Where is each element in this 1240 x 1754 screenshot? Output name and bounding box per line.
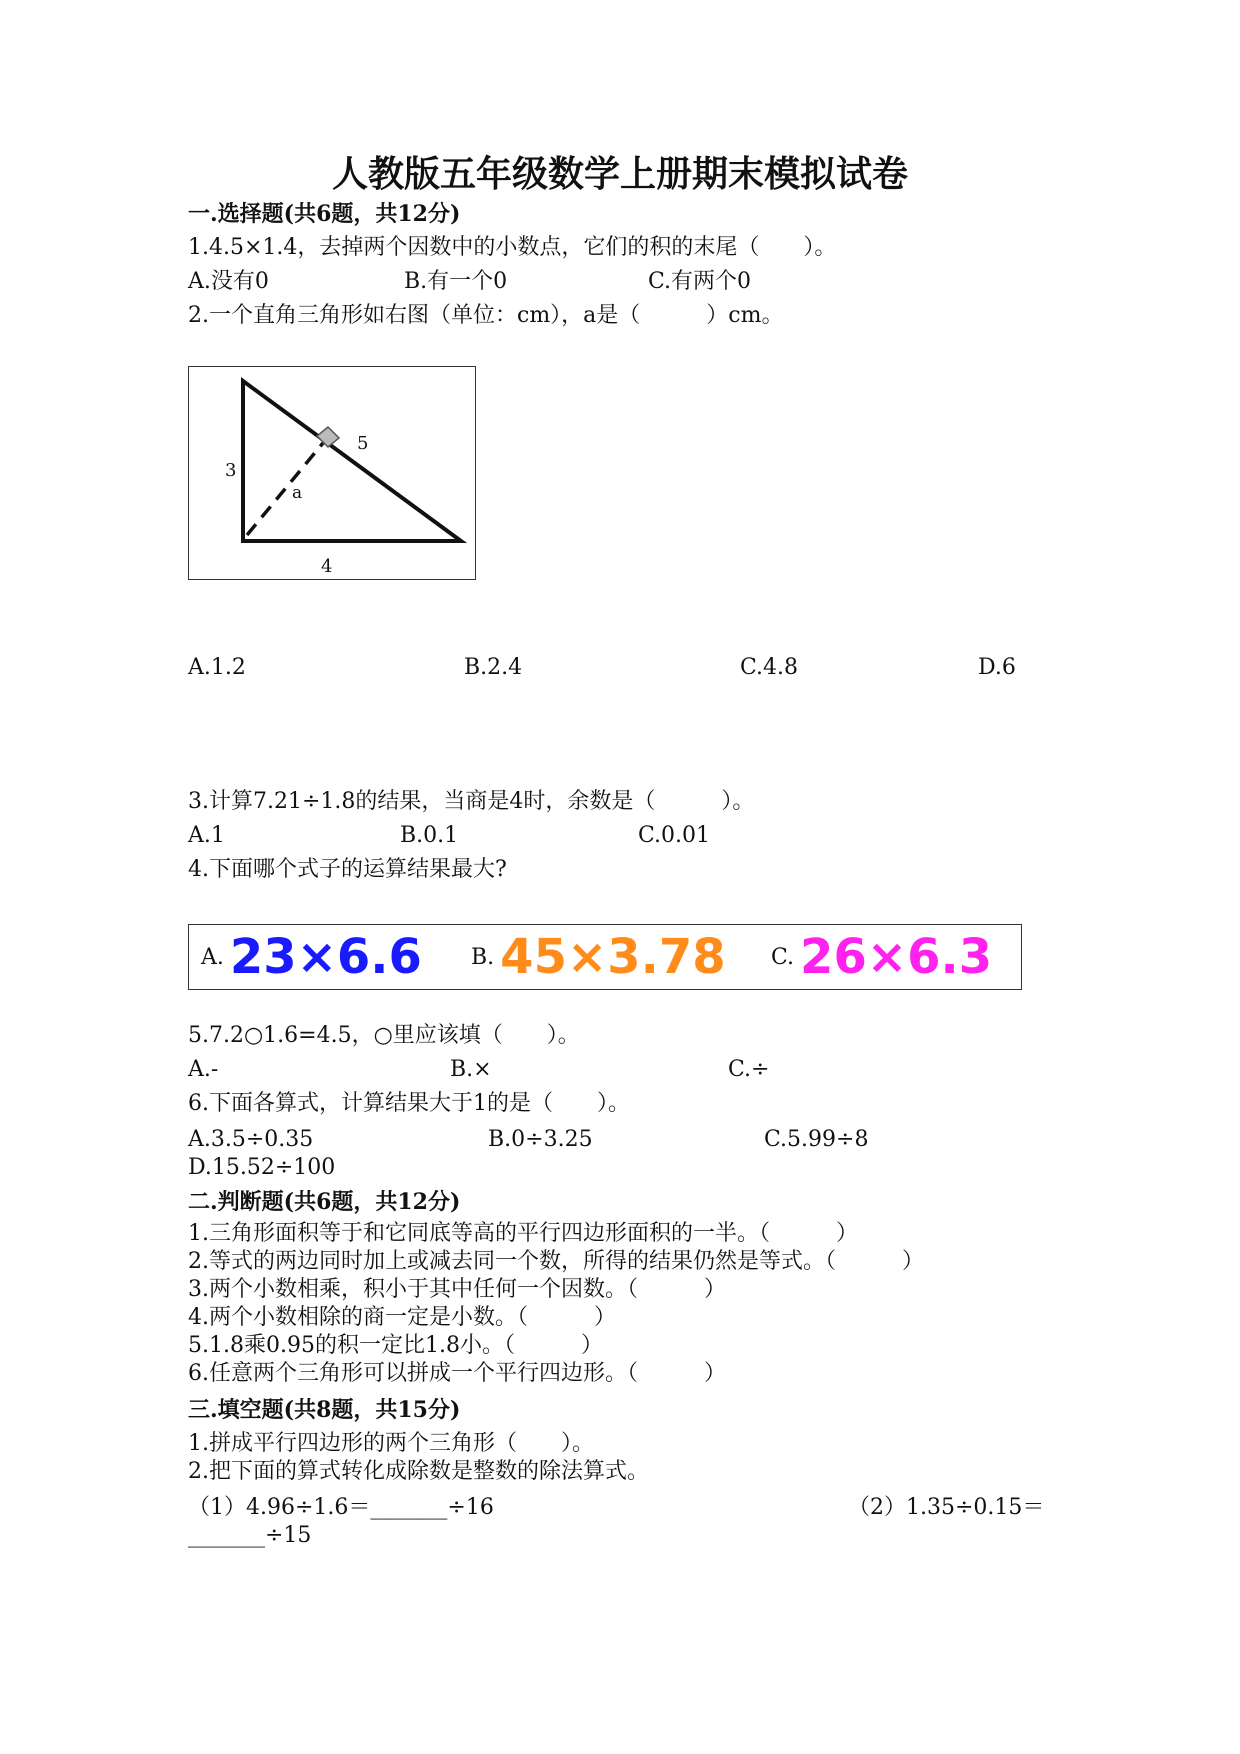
section-2-heading: 二.判断题(共6题，共12分) <box>188 1189 461 1215</box>
q1-option-a: A.没有0 <box>188 269 269 294</box>
judge-item-6: 6.任意两个三角形可以拼成一个平行四边形。（ ） <box>188 1361 726 1386</box>
q4-stem: 4.下面哪个式子的运算结果最大? <box>188 857 507 882</box>
q4-choice-b-expr: 45×3.78 <box>500 929 726 985</box>
q3-option-c: C.0.01 <box>638 823 711 848</box>
judge-item-1: 1.三角形面积等于和它同底等高的平行四边形面积的一半。（ ） <box>188 1221 858 1246</box>
q2-stem: 2.一个直角三角形如右图（单位：cm），a是（ ）cm。 <box>188 303 784 328</box>
height-line-a <box>247 443 323 535</box>
q1-option-b: B.有一个0 <box>404 269 508 294</box>
q4-choice-c <box>771 925 992 989</box>
right-triangle-figure <box>188 366 476 580</box>
q3-stem: 3.计算7.21÷1.8的结果，当商是4时，余数是（ ）。 <box>188 789 755 814</box>
q4-choice-a <box>201 925 422 989</box>
q4-choice-b <box>471 925 726 989</box>
label-side-3: 3 <box>225 460 237 481</box>
q5-option-c: C.÷ <box>728 1057 770 1082</box>
q6-option-b: B.0÷3.25 <box>488 1127 593 1152</box>
section-1-heading: 一.选择题(共6题，共12分) <box>188 201 461 227</box>
q4-choice-c-expr: 26×6.3 <box>800 929 993 985</box>
label-side-4: 4 <box>321 556 333 577</box>
q3-option-b: B.0.1 <box>400 823 459 848</box>
triangle-svg <box>189 367 475 579</box>
q4-expression-box <box>188 924 1022 990</box>
q6-stem: 6.下面各算式，计算结果大于1的是（ ）。 <box>188 1091 630 1116</box>
q1-stem: 1.4.5×1.4，去掉两个因数中的小数点，它们的积的末尾（ ）。 <box>188 235 837 260</box>
judge-item-4: 4.两个小数相除的商一定是小数。（ ） <box>188 1305 616 1330</box>
q2-option-a: A.1.2 <box>188 655 246 680</box>
fill-item-2-sub-1: （1）4.96÷1.6＝_______÷16 <box>188 1495 494 1520</box>
judge-item-3: 3.两个小数相乘，积小于其中任何一个因数。（ ） <box>188 1277 726 1302</box>
triangle-outline <box>243 381 461 541</box>
judge-item-2: 2.等式的两边同时加上或减去同一个数，所得的结果仍然是等式。（ ） <box>188 1249 924 1274</box>
q2-option-b: B.2.4 <box>464 655 523 680</box>
q4-choice-b-label: B. <box>471 944 495 970</box>
fill-item-1: 1.拼成平行四边形的两个三角形（ ）。 <box>188 1431 594 1456</box>
q5-option-b: B.× <box>450 1057 492 1082</box>
section-3-heading: 三.填空题(共8题，共15分) <box>188 1397 461 1423</box>
page-title: 人教版五年级数学上册期末模拟试卷 <box>331 153 908 195</box>
q4-choice-a-label: A. <box>201 944 224 970</box>
q6-option-d: D.15.52÷100 <box>188 1155 336 1180</box>
q6-option-a: A.3.5÷0.35 <box>188 1127 314 1152</box>
q1-option-c: C.有两个0 <box>648 269 752 294</box>
judge-item-5: 5.1.8乘0.95的积一定比1.8小。（ ） <box>188 1333 603 1358</box>
q6-option-c: C.5.99÷8 <box>764 1127 869 1152</box>
q3-option-a: A.1 <box>188 823 225 848</box>
fill-item-2-sub-2-cont: _______÷15 <box>188 1523 312 1548</box>
label-side-5: 5 <box>357 433 369 454</box>
label-height-a: a <box>292 483 303 503</box>
fill-item-2: 2.把下面的算式转化成除数是整数的除法算式。 <box>188 1459 649 1484</box>
fill-item-2-sub-2: （2）1.35÷0.15＝ <box>848 1495 1045 1520</box>
q5-option-a: A.- <box>188 1057 219 1082</box>
q5-stem: 5.7.2○1.6=4.5，○里应该填（ ）。 <box>188 1023 580 1048</box>
q4-choice-c-label: C. <box>771 944 795 970</box>
q4-choice-a-expr: 23×6.6 <box>229 929 422 985</box>
q2-option-c: C.4.8 <box>740 655 799 680</box>
q2-option-d: D.6 <box>978 655 1016 680</box>
